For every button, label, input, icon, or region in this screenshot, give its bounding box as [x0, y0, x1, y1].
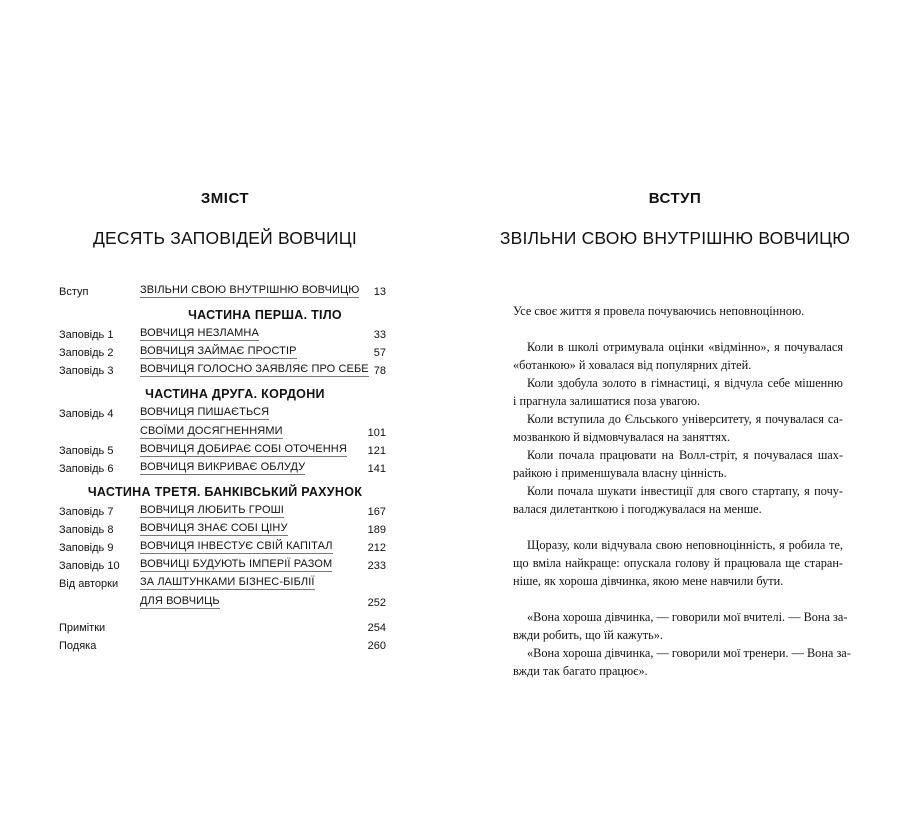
toc-label: Заповідь 2 — [59, 347, 114, 359]
toc-label: Заповідь 3 — [59, 365, 114, 377]
toc-title: СВОЇМИ ДОСЯГНЕННЯМИ — [140, 425, 283, 437]
toc-entry[interactable] — [0, 558, 450, 574]
paragraph-line: Коли почала працювати на Волл-стріт, я почувалася шах- — [527, 448, 843, 462]
toc-page-number: 141 — [367, 463, 386, 475]
toc-heading: ЗМІСТ — [200, 190, 250, 207]
toc-page-number: 13 — [373, 286, 386, 298]
toc-label: Заповідь 1 — [59, 329, 114, 341]
toc-label: Заповідь 4 — [59, 408, 114, 420]
paragraph-line: Коли в школі отримувала оцінки «відмінно», я почувалася — [527, 340, 843, 354]
paragraph-line: що вміла найкраще: опускала голову й працювала ще старан- — [513, 556, 843, 570]
toc-title: ВОВЧИЦЯ ЗАЙМАЄ ПРОСТІР — [140, 345, 297, 357]
toc-title: ЗВІЛЬНИ СВОЮ ВНУТРІШНЮ ВОВЧИЦЮ — [140, 284, 360, 296]
paragraph-line: Усе своє життя я провела почуваючись неповноцінною. — [513, 304, 805, 318]
toc-page-number: 121 — [367, 445, 386, 457]
toc-title: ВОВЧИЦЯ ДОБИРАЄ СОБІ ОТОЧЕННЯ — [140, 443, 347, 455]
chapter-title: ЗВІЛЬНИ СВОЮ ВНУТРІШНЮ ВОВЧИЦЮ — [499, 228, 851, 248]
toc-title: ЗА ЛАШТУНКАМИ БІЗНЕС-БІБЛІЇ — [140, 576, 315, 588]
paragraph-line: Коли почала шукати інвестиції для свого стартапу, я почу- — [527, 484, 843, 498]
toc-entry[interactable] — [0, 461, 450, 477]
toc-page-number: 260 — [367, 640, 386, 652]
toc-entry[interactable] — [0, 327, 450, 343]
toc-title: ВОВЧИЦЯ ВИКРИВАЄ ОБЛУДУ — [140, 461, 306, 473]
toc-part-heading: ЧАСТИНА ДРУГА. КОРДОНИ — [145, 387, 325, 401]
toc-page-number: 78 — [373, 365, 386, 377]
toc-page-number: 167 — [367, 506, 386, 518]
toc-label: Подяка — [59, 640, 97, 652]
toc-entry-author[interactable] — [0, 576, 450, 592]
paragraph-line: вжди так багато працює». — [513, 664, 648, 678]
toc-entry-notes[interactable] — [0, 620, 450, 636]
toc-page-number: 233 — [367, 560, 386, 572]
toc-entry[interactable] — [0, 504, 450, 520]
paragraph-line: «Вона хороша дівчинка, — говорили мої вчителі. — Вона за- — [527, 610, 848, 624]
toc-entry[interactable] — [0, 345, 450, 361]
toc-label: Заповідь 6 — [59, 463, 114, 475]
toc-page-number: 252 — [367, 597, 386, 609]
toc-title: ВОВЧИЦЯ ЗНАЄ СОБІ ЦІНУ — [140, 522, 288, 534]
paragraph-line: Коли здобула золото в гімнастиці, я відчула себе мішенню — [527, 376, 843, 390]
paragraph-line: валася дилетанткою і погоджувалася на менше. — [513, 502, 762, 516]
toc-entry[interactable] — [0, 522, 450, 538]
toc-page-number: 101 — [367, 427, 386, 439]
toc-label: Заповідь 7 — [59, 506, 114, 518]
toc-title: ВОВЧИЦЯ ЛЮБИТЬ ГРОШІ — [140, 504, 284, 516]
toc-label: Заповідь 5 — [59, 445, 114, 457]
right-page — [450, 0, 900, 817]
paragraph-line: ніше, як хороша дівчинка, якою мене навчили бути. — [513, 574, 784, 588]
toc-label: Заповідь 10 — [59, 560, 120, 572]
toc-label: Заповідь 8 — [59, 524, 114, 536]
toc-entry[interactable] — [0, 363, 450, 379]
toc-page-number: 57 — [373, 347, 386, 359]
toc-entry-intro[interactable] — [0, 284, 450, 300]
paragraph-line: «Вона хороша дівчинка, — говорили мої тренери. — Вона за- — [527, 646, 851, 660]
toc-page-number: 254 — [367, 622, 386, 634]
paragraph-line: і прагнула залишатися поза увагою. — [513, 394, 700, 408]
toc-entry[interactable] — [0, 540, 450, 556]
chapter-heading: ВСТУП — [648, 190, 702, 207]
toc-entry[interactable] — [0, 443, 450, 459]
paragraph-line: мозванкою й відмовчувалася на заняттях. — [513, 430, 731, 444]
toc-label: Від авторки — [59, 578, 119, 590]
toc-entry[interactable] — [0, 406, 450, 422]
toc-entry-continued[interactable] — [0, 595, 450, 611]
toc-page-number: 33 — [373, 329, 386, 341]
chapter-body — [513, 302, 851, 680]
toc-title: ВОВЧИЦЯ НЕЗЛАМНА — [140, 327, 259, 339]
toc-part-heading: ЧАСТИНА ПЕРША. ТІЛО — [188, 308, 342, 322]
toc-title: ВОВЧИЦЯ ІНВЕСТУЄ СВІЙ КАПІТАЛ — [140, 540, 333, 552]
toc-entry-thanks[interactable] — [0, 638, 450, 654]
toc-page-number: 189 — [367, 524, 386, 536]
toc-label: Вступ — [59, 286, 89, 298]
paragraph-line: райкою і применшувала власну цінність. — [513, 466, 727, 480]
toc-page-number: 212 — [367, 542, 386, 554]
paragraph-line: «ботанкою» й ховалася від популярних дітей. — [513, 358, 752, 372]
paragraph-line: вжди робить, що їй кажуть». — [513, 628, 663, 642]
toc-entry-continued[interactable] — [0, 425, 450, 441]
toc-title: ВОВЧИЦЯ ПИШАЄТЬСЯ — [140, 406, 270, 418]
toc-label: Примітки — [59, 622, 106, 634]
book-subtitle: ДЕСЯТЬ ЗАПОВІДЕЙ ВОВЧИЦІ — [92, 228, 357, 248]
toc-title: ДЛЯ ВОВЧИЦЬ — [140, 595, 220, 607]
toc-part-heading: ЧАСТИНА ТРЕТЯ. БАНКІВСЬКИЙ РАХУНОК — [87, 485, 363, 499]
paragraph-line: Щоразу, коли відчувала свою неповноцінність, я робила те, — [527, 538, 843, 552]
toc-title: ВОВЧИЦЯ ГОЛОСНО ЗАЯВЛЯЄ ПРО СЕБЕ — [140, 363, 369, 375]
toc-title: ВОВЧИЦІ БУДУЮТЬ ІМПЕРІЇ РАЗОМ — [140, 558, 333, 570]
paragraph-line: Коли вступила до Єльського університету, я почувалася са- — [527, 412, 843, 426]
toc-label: Заповідь 9 — [59, 542, 114, 554]
